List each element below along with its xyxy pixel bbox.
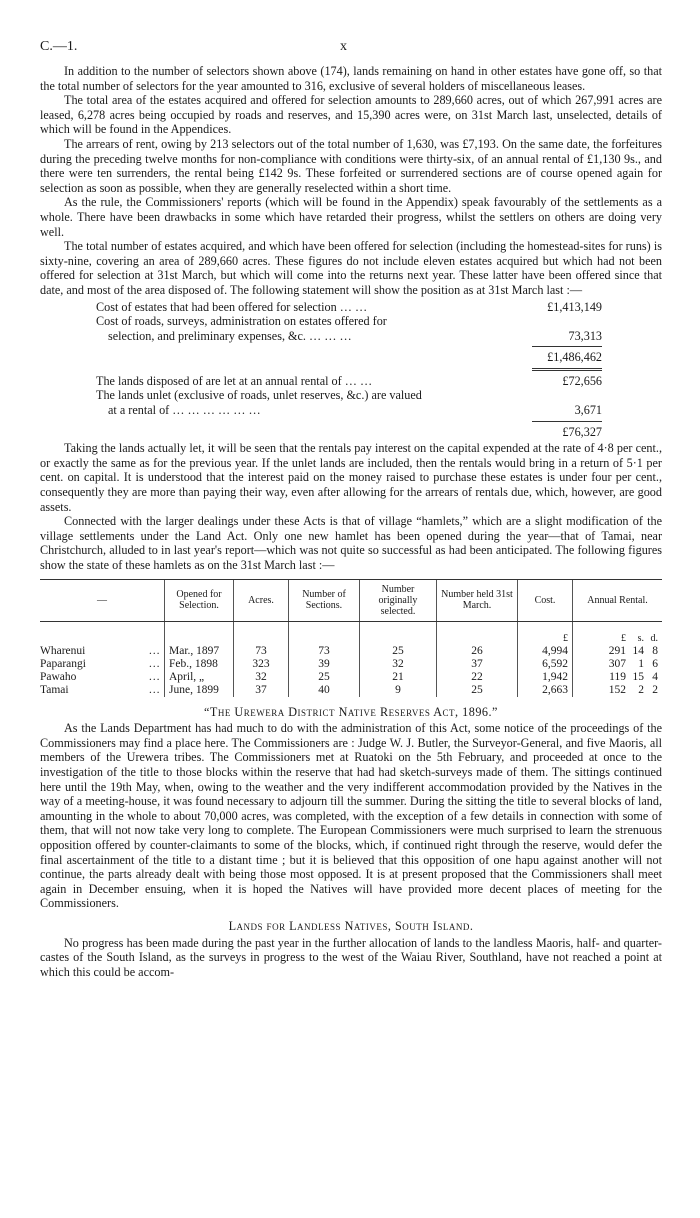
hamlet-name bbox=[40, 658, 165, 671]
paragraph: The total area of the estates acquired and offered for selection amounts to 289,660 acres, out of which 267,991 acres are leased, 6,278 acres being occupied by roads and reserves, and 15,390 acres were, on 31st March last, unselected, details of which will be found in the Appendices. bbox=[40, 93, 662, 137]
statement-label-line: Cost of roads, surveys, administration on estates offered for bbox=[96, 314, 387, 329]
leader-dots: … bbox=[148, 670, 160, 683]
paragraph: Connected with the larger dealings under these Acts is that of village “hamlets,” which are a slight modification of the village settlements under the Land Act. Only one new hamlet has been opened during the year—that of Tamai, near Christchurch, alluded to in last year's report—which was not quite so successful as had been anticipated. The following figures show the state of these hamlets as on the 31st March last :— bbox=[40, 514, 662, 572]
opened-cell: Feb., 1898 bbox=[165, 658, 234, 671]
held-cell: 37 bbox=[437, 658, 518, 671]
statement-label bbox=[96, 388, 516, 417]
sections-cell: 39 bbox=[289, 658, 360, 671]
orig-selected-cell: 32 bbox=[360, 658, 437, 671]
acres-cell: 73 bbox=[234, 645, 289, 658]
rental-shillings: 1 bbox=[638, 657, 644, 670]
table-header: Number held 31st March. bbox=[437, 579, 518, 621]
statement-amount: 73,313 bbox=[568, 328, 602, 343]
held-cell: 25 bbox=[437, 684, 518, 697]
paragraph: The arrears of rent, owing by 213 selectors out of the total number of 1,630, was £7,193. On the same date, the forfeitures during the preceding twelve months for non-compliance with conditions were thirty-six, of an annual rental of £1,130 9s., and there were ten surrenders, the rental being £142 9s. These forfeited or surrendered sections are of course opened again for selection as soon as possible, when they are generally reselected within a short time. bbox=[40, 136, 662, 195]
acres-cell: 32 bbox=[234, 671, 289, 684]
rental-pence: 4 bbox=[652, 670, 658, 683]
statement-label bbox=[96, 314, 516, 343]
statement-label: The lands disposed of are let at an annual rental of … … bbox=[96, 373, 373, 388]
statement-row bbox=[96, 388, 602, 417]
rental-pence: 6 bbox=[652, 657, 658, 670]
table-header: Number of Sections. bbox=[289, 579, 360, 621]
statement-label-line: at a rental of … … … … … … bbox=[108, 403, 261, 418]
table-header: Acres. bbox=[234, 579, 289, 621]
table-header: Opened for Selection. bbox=[165, 579, 234, 621]
statement-amount: £1,413,149 bbox=[547, 299, 602, 314]
section-heading-landless-natives: Lands for Landless Natives, South Island. bbox=[228, 918, 474, 933]
rental-pounds: 152 bbox=[608, 683, 626, 696]
table-header: Annual Rental. bbox=[573, 579, 663, 621]
hamlet-name bbox=[40, 671, 165, 684]
statement-label-line: selection, and preliminary expenses, &c. … … … bbox=[108, 328, 352, 343]
cost-cell: 4,994 bbox=[518, 645, 573, 658]
orig-selected-cell: 21 bbox=[360, 671, 437, 684]
table-header: Number originally selected. bbox=[360, 579, 437, 621]
document-page bbox=[40, 40, 662, 979]
orig-selected-cell: 25 bbox=[360, 645, 437, 658]
unit-label: s. bbox=[637, 632, 644, 644]
rental-pounds: 291 bbox=[608, 644, 626, 657]
statement-label: Cost of estates that had been offered for selection … … bbox=[96, 299, 368, 314]
acres-cell: 323 bbox=[234, 658, 289, 671]
unit-label: £ bbox=[518, 621, 573, 645]
statement-total-row bbox=[96, 350, 602, 365]
rental-pence: 2 bbox=[652, 683, 658, 696]
statement-amount: £72,656 bbox=[562, 373, 602, 388]
hamlet-name-text: Paparangi bbox=[40, 657, 86, 670]
rental-pounds: 307 bbox=[608, 657, 626, 670]
paragraph: No progress has been made during the past year in the further allocation of lands to the landless Maoris, half- and quarter-castes of the South Island, as the surveys in progress to the west of the Waiau River, Southland, have not reached a point at which this could be accom- bbox=[40, 935, 662, 979]
statement-amount: 3,671 bbox=[574, 403, 602, 418]
table-row bbox=[40, 671, 662, 684]
cost-cell: 6,592 bbox=[518, 658, 573, 671]
rental-units bbox=[573, 621, 663, 645]
hamlet-name-text: Wharenui bbox=[40, 644, 86, 657]
sum-rule bbox=[532, 346, 602, 347]
cost-cell: 2,663 bbox=[518, 684, 573, 697]
table-row bbox=[40, 645, 662, 658]
sum-rule bbox=[532, 421, 602, 422]
hamlet-name-text: Tamai bbox=[40, 683, 69, 696]
hamlets-table bbox=[40, 579, 662, 697]
paragraph: As the rule, the Commissioners' reports (which will be found in the Appendix) speak favourably of the settlements as a whole. There have been drawbacks in some which have retarded their progress, whilst the settlers on others are doing very well. bbox=[40, 195, 662, 239]
total-double-rule bbox=[532, 368, 602, 371]
orig-selected-cell: 9 bbox=[360, 684, 437, 697]
hamlet-name bbox=[40, 645, 165, 658]
statement-row bbox=[96, 300, 602, 315]
statement-row bbox=[96, 314, 602, 343]
rental-shillings: 2 bbox=[638, 683, 644, 696]
opened-cell: Mar., 1897 bbox=[165, 645, 234, 658]
leader-dots: … bbox=[148, 644, 160, 657]
sections-cell: 40 bbox=[289, 684, 360, 697]
units-row bbox=[40, 621, 662, 645]
document-reference: C.—1. bbox=[40, 39, 78, 54]
section-heading-urewera: “The Urewera District Native Reserves Act, 1896.” bbox=[204, 704, 498, 719]
rental-cell bbox=[573, 658, 663, 671]
page-number: x bbox=[340, 39, 347, 54]
opened-cell: April, „ bbox=[165, 671, 234, 684]
rental-pence: 8 bbox=[652, 644, 658, 657]
rental-shillings: 15 bbox=[632, 670, 644, 683]
table-header: — bbox=[40, 579, 165, 621]
rental-shillings: 14 bbox=[632, 644, 644, 657]
table-header-row bbox=[40, 579, 662, 621]
financial-statement bbox=[96, 300, 602, 440]
hamlet-name-text: Pawaho bbox=[40, 670, 77, 683]
table-row bbox=[40, 684, 662, 697]
held-cell: 22 bbox=[437, 671, 518, 684]
acres-cell: 37 bbox=[234, 684, 289, 697]
paragraph: Taking the lands actually let, it will be seen that the rentals pay interest on the capital expended at the rate of 4·8 per cent., or exactly the same as for the previous year. If the unlet lands are included, then the rentals would bring in a return of 5·1 per cent. on capital. It is understood that the interest paid on the money raised to purchase these estates is under four per cent., consequently they are more than paying their way, even after allowing for the arrears of rentals due, which, however, are good assets. bbox=[40, 441, 662, 514]
statement-row bbox=[96, 374, 602, 389]
rental-cell bbox=[573, 684, 663, 697]
opened-cell: June, 1899 bbox=[165, 684, 234, 697]
leader-dots: … bbox=[148, 683, 160, 696]
leader-dots: … bbox=[148, 657, 160, 670]
rental-pounds: 119 bbox=[609, 670, 626, 683]
unit-label: d. bbox=[650, 632, 658, 644]
paragraph: In addition to the number of selectors shown above (174), lands remaining on hand in other estates have gone off, so that the total number of selectors for the year amounted to 316, exclusive of several holders of miscellaneous leases. bbox=[40, 64, 662, 93]
paragraph: The total number of estates acquired, and which have been offered for selection (including the homestead-sites for runs) is sixty-nine, covering an area of 289,660 acres. These figures do not include eleven estates acquired but which had not been offered for selection at 31st March, but which will come into the returns next year. These latter have been offered since that date, and most of the area disposed of. The following statement will show the position as at 31st March last :— bbox=[40, 239, 662, 297]
sections-cell: 25 bbox=[289, 671, 360, 684]
paragraph: As the Lands Department has had much to do with the administration of this Act, some notice of the proceedings of the Commissioners may find a place here. The Commissioners are : Judge W. J. Butler, the Surveyor-General, and five Maoris, all members of the Urewera tribes. The Commissioners met at Ruatoki on the 5th February, and proceeded at once to the investigation of the title to those blocks within the reserve that had had sketch-surveys made of them. The sittings continued here until the 19th May, when, owing to the weather and the very indifferent accommodation provided by the Natives in the way of a meeting-house, it was found necessary to adjourn till the summer. During the sitting the title to several blocks of land, amounting in the whole to about 70,000 acres, was completed, with the exception of a few details in connection with some of them, that will not now take very long to complete. The European Commissioners were much surprised to learn the strenuous opposition offered by counter-claimants to some of the blocks, which, if continued right through the reserve, would defer the final ascertainment of the title to a distant time ; but it is believed that this opposition of one hapu against another will not continue, the parts already dealt with being those most opposed. It is at present proposed that the Commissioners shall meet again in December ensuing, when it is hoped the Natives will have provided more decent places of meeting for the Commissioners. bbox=[40, 721, 662, 911]
statement-total-row bbox=[96, 425, 602, 440]
held-cell: 26 bbox=[437, 645, 518, 658]
statement-label-line: The lands unlet (exclusive of roads, unlet reserves, &c.) are valued bbox=[96, 388, 422, 403]
cost-cell: 1,942 bbox=[518, 671, 573, 684]
sections-cell: 73 bbox=[289, 645, 360, 658]
table-header: Cost. bbox=[518, 579, 573, 621]
statement-total: £1,486,462 bbox=[547, 350, 602, 365]
hamlet-name bbox=[40, 684, 165, 697]
unit-label: £ bbox=[621, 632, 626, 644]
rental-cell bbox=[573, 671, 663, 684]
statement-total: £76,327 bbox=[562, 424, 602, 439]
table-row bbox=[40, 658, 662, 671]
page-header bbox=[40, 40, 662, 64]
rental-cell bbox=[573, 645, 663, 658]
